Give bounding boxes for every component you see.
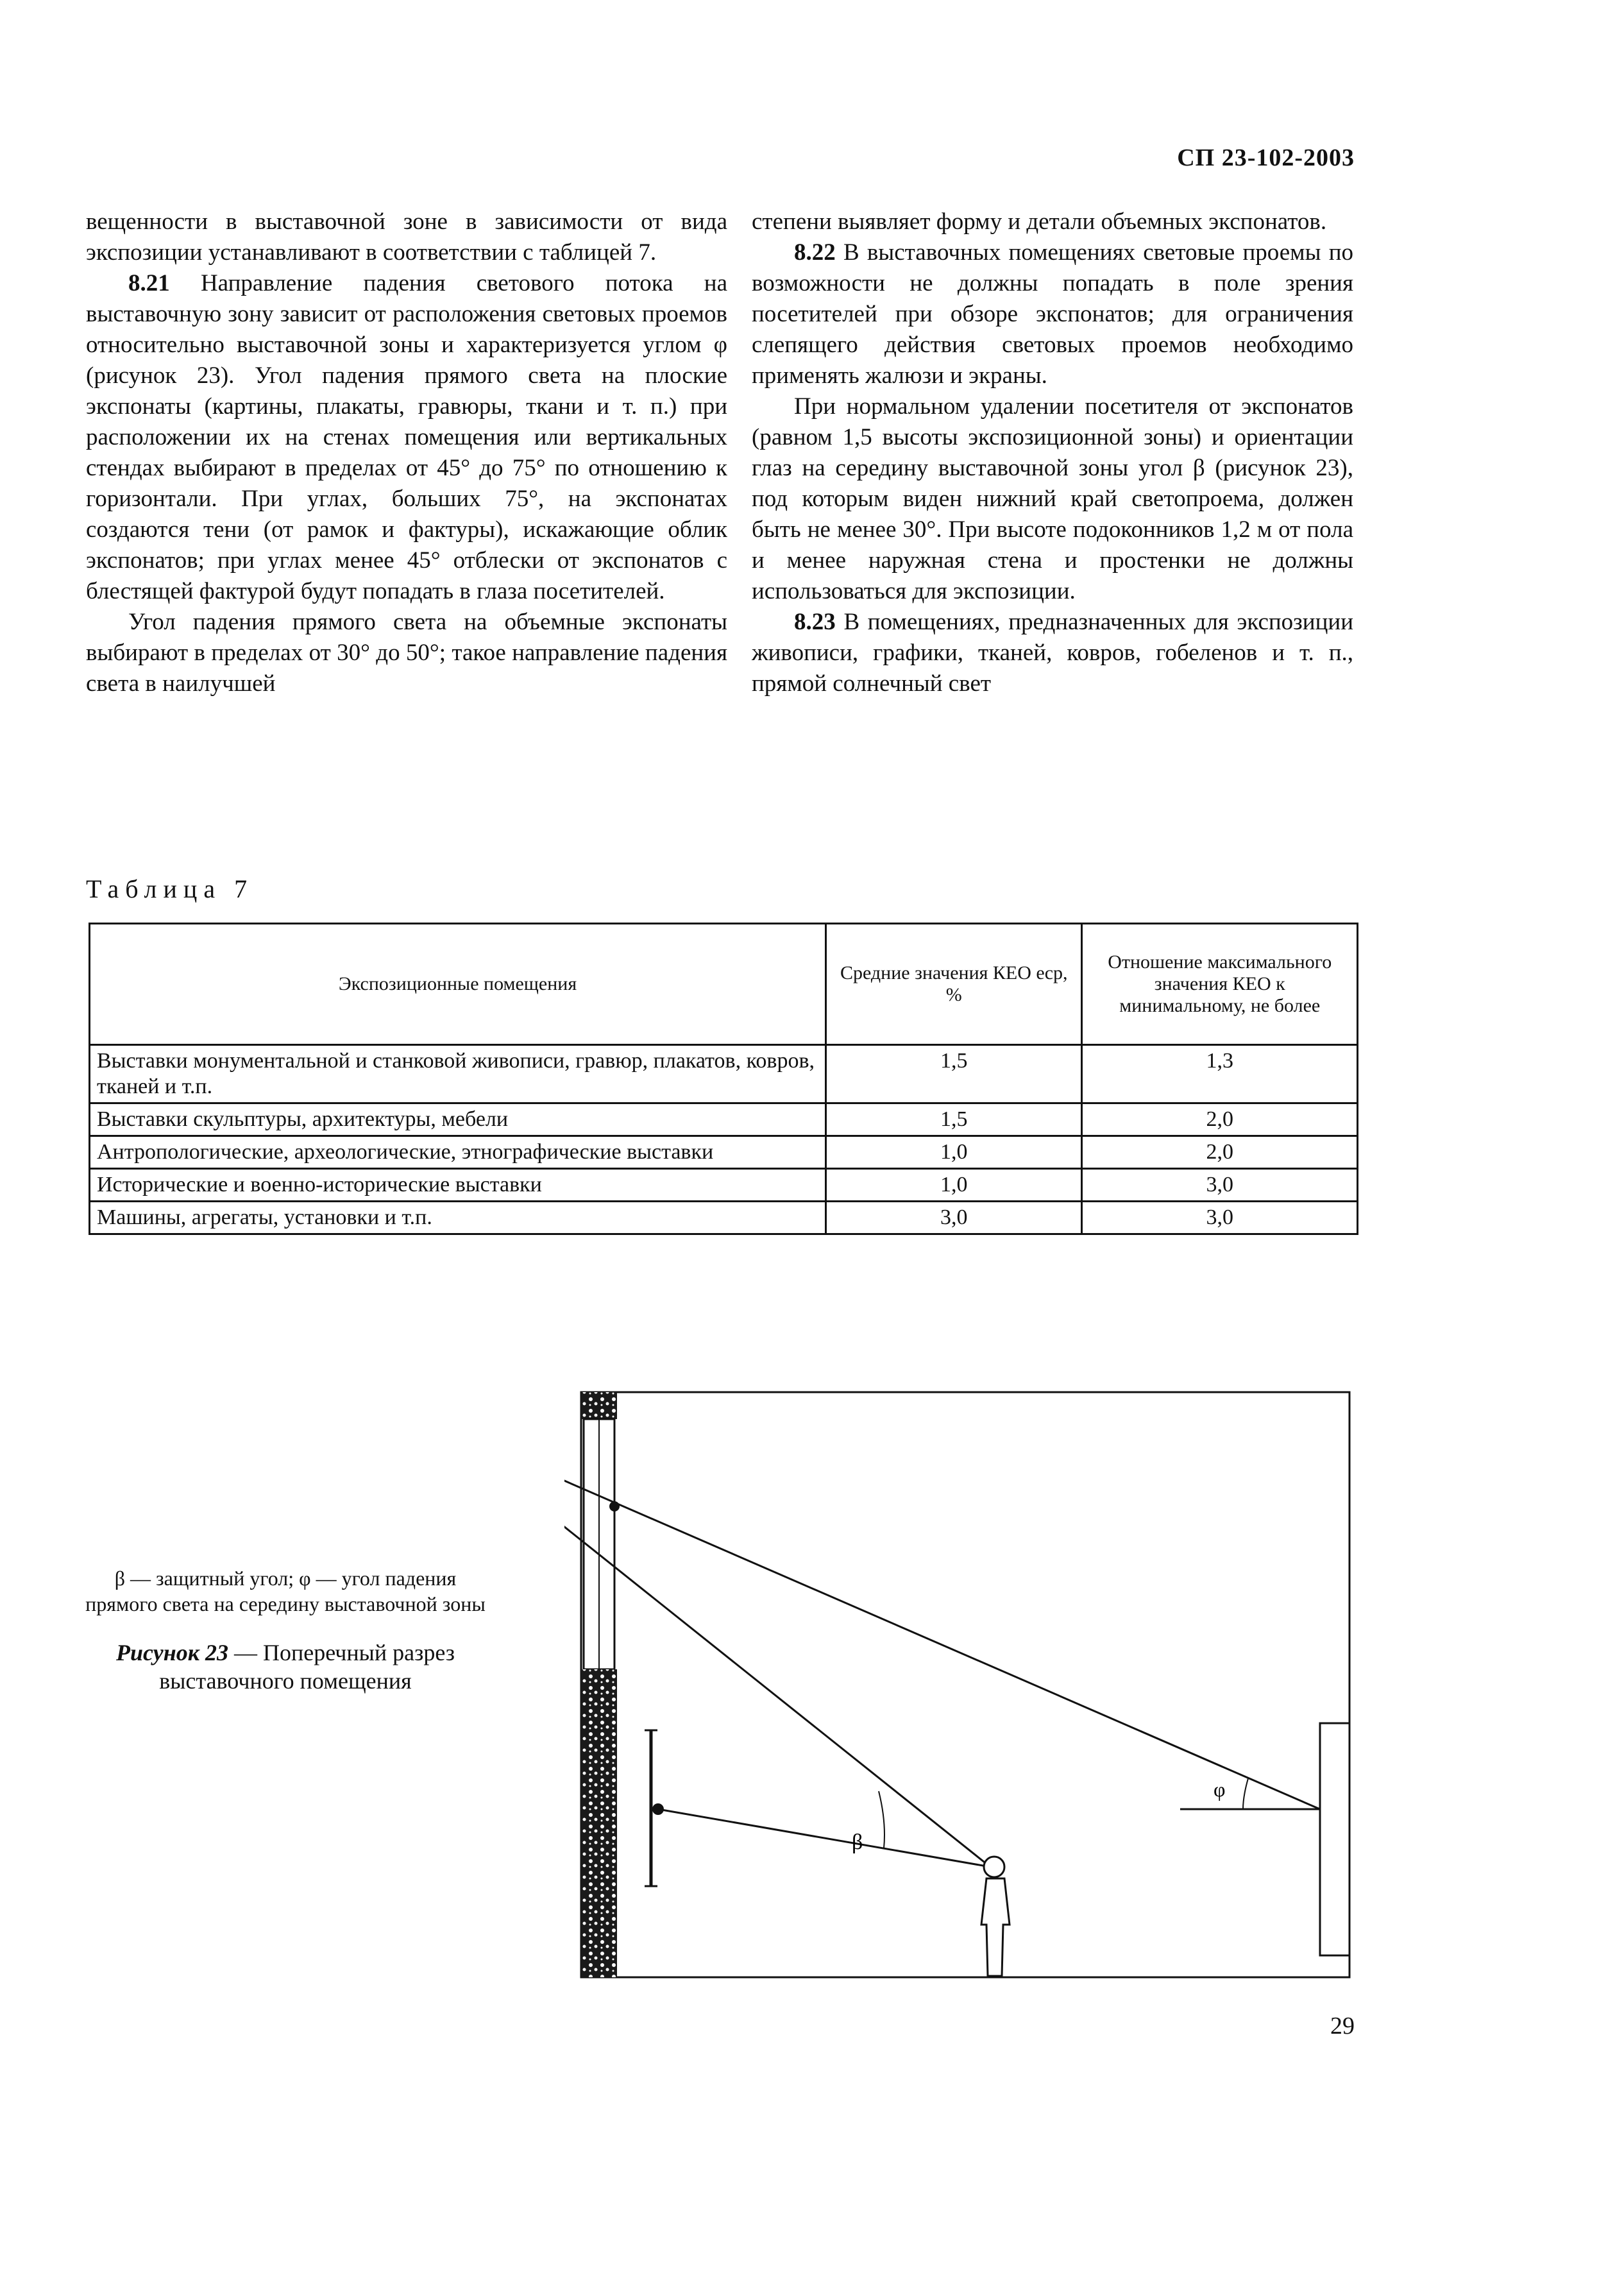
paragraph-8-21 [86, 268, 727, 607]
table-cell: Исторические и военно-исторические выставки [90, 1169, 826, 1202]
figure-legend: β — защитный угол; φ — угол падения прямого света на середину выставочной зоны [85, 1567, 486, 1615]
sightline [658, 1809, 990, 1867]
light-ray [564, 1506, 990, 1867]
angle-phi-label: φ [1214, 1778, 1226, 1801]
table-cell: Антропологические, археологические, этнографические выставки [90, 1136, 826, 1169]
paragraph-text: В помещениях, предназначенных для экспозиции живописи, графики, тканей, ковров, гобеленов и т. п., прямой солнечный свет [752, 609, 1353, 697]
table-cell: 1,0 [826, 1169, 1082, 1202]
angle-phi-arc [1243, 1778, 1248, 1809]
table-row [90, 1103, 1358, 1136]
page-number: 29 [1330, 2013, 1355, 2039]
right-column [752, 207, 1353, 699]
clause-number: 8.23 [794, 609, 836, 635]
wall-top [581, 1392, 617, 1419]
light-ray [564, 1472, 1320, 1809]
right-exhibit-panel [1320, 1723, 1349, 1955]
table-header-row [90, 924, 1358, 1045]
table-cell: 3,0 [826, 1202, 1082, 1234]
room-outline [581, 1392, 1349, 1977]
paragraph: вещенности в выставочной зоне в зависимости от вида экспозиции устанавливают в соответствии с таблицей 7. [86, 209, 727, 266]
table-cell: 1,0 [826, 1136, 1082, 1169]
outer-wall [581, 1669, 617, 1977]
table-cell: 1,3 [1082, 1045, 1358, 1103]
header-cell: Отношение максимального значения КЕО к минимальному, не более [1082, 924, 1358, 1045]
left-column [86, 207, 727, 699]
window-edge-mark [609, 1501, 620, 1511]
table-cell: Выставки скульптуры, архитектуры, мебели [90, 1103, 826, 1136]
figure-title-text: — Поперечный разрез выставочного помещения [159, 1640, 455, 1694]
paragraph-text: Направление падения светового потока на выставочную зону зависит от расположения световых проемов относительно выставочной зоны и характеризуется углом φ (рисунок 23). Угол падения прямого света на плоские экспонаты (картины, плакаты, гравюры, ткани и т. п.) при расположении их на стенах помещения или вертикальных стендах выбирают в пределах от 45° до 75° по отношению к горизонтали. При углах, больших 75°, на экспонатах создаются тени (от рамок и фактуры), искажающие облик экспонатов; при углах менее 45° отблески от экспонатов с блестящей фактурой будут попадать в глаза посетителей. [86, 270, 727, 604]
cross-section-diagram [564, 1373, 1360, 1989]
header-cell: Средние значения КЕО eср, % [826, 924, 1082, 1045]
table-caption: Таблица 7 [86, 874, 254, 903]
table-row [90, 1169, 1358, 1202]
figure-caption [83, 1565, 487, 1695]
clause-number: 8.22 [794, 239, 836, 266]
table-cell: 1,5 [826, 1103, 1082, 1136]
table-cell: 3,0 [1082, 1169, 1358, 1202]
figure-label: Рисунок 23 [116, 1640, 228, 1665]
table-cell: Машины, агрегаты, установки и т.п. [90, 1202, 826, 1234]
paragraph: степени выявляет форму и детали объемных экспонатов. [752, 209, 1327, 235]
table-cell: 2,0 [1082, 1103, 1358, 1136]
paragraph: Угол падения прямого света на объемные экспонаты выбирают в пределах от 30° до 50°; такое направление падения света в наилучшей [86, 609, 727, 697]
table-row [90, 1045, 1358, 1103]
figure-title [83, 1639, 487, 1695]
clause-number: 8.21 [128, 270, 170, 296]
table-cell: 2,0 [1082, 1136, 1358, 1169]
header-cell: Экспозиционные помещения [90, 924, 826, 1045]
angle-beta-label: β [852, 1830, 863, 1854]
table-cell: 1,5 [826, 1045, 1082, 1103]
document-code: СП 23-102-2003 [1177, 144, 1355, 171]
paragraph-text: В выставочных помещениях световые проемы по возможности не должны попадать в поле зрения посетителей при обзоре экспонатов; для ограничения слепящего действия световых проемов необходимо применять жалюзи и экраны. [752, 239, 1353, 389]
paragraph-8-23 [752, 607, 1353, 699]
table-cell: 3,0 [1082, 1202, 1358, 1234]
table-row [90, 1202, 1358, 1234]
visitor-figure [981, 1857, 1010, 1976]
table-cell: Выставки монументальной и станковой живописи, гравюр, плакатов, ковров, тканей и т.п. [90, 1045, 826, 1103]
table-row [90, 1136, 1358, 1169]
table-7 [89, 923, 1358, 1235]
angle-beta-arc [879, 1791, 884, 1848]
paragraph-8-22 [752, 237, 1353, 391]
paragraph: При нормальном удалении посетителя от экспонатов (равном 1,5 высоты экспозиционной зоны) и ориентации глаз на середину выставочной зоны угол β (рисунок 23), под которым виден нижний край светопроема, должен быть не менее 30°. При высоте подоконников 1,2 м от пола и менее наружная стена и простенки не должны использоваться для экспозиции. [752, 393, 1353, 604]
